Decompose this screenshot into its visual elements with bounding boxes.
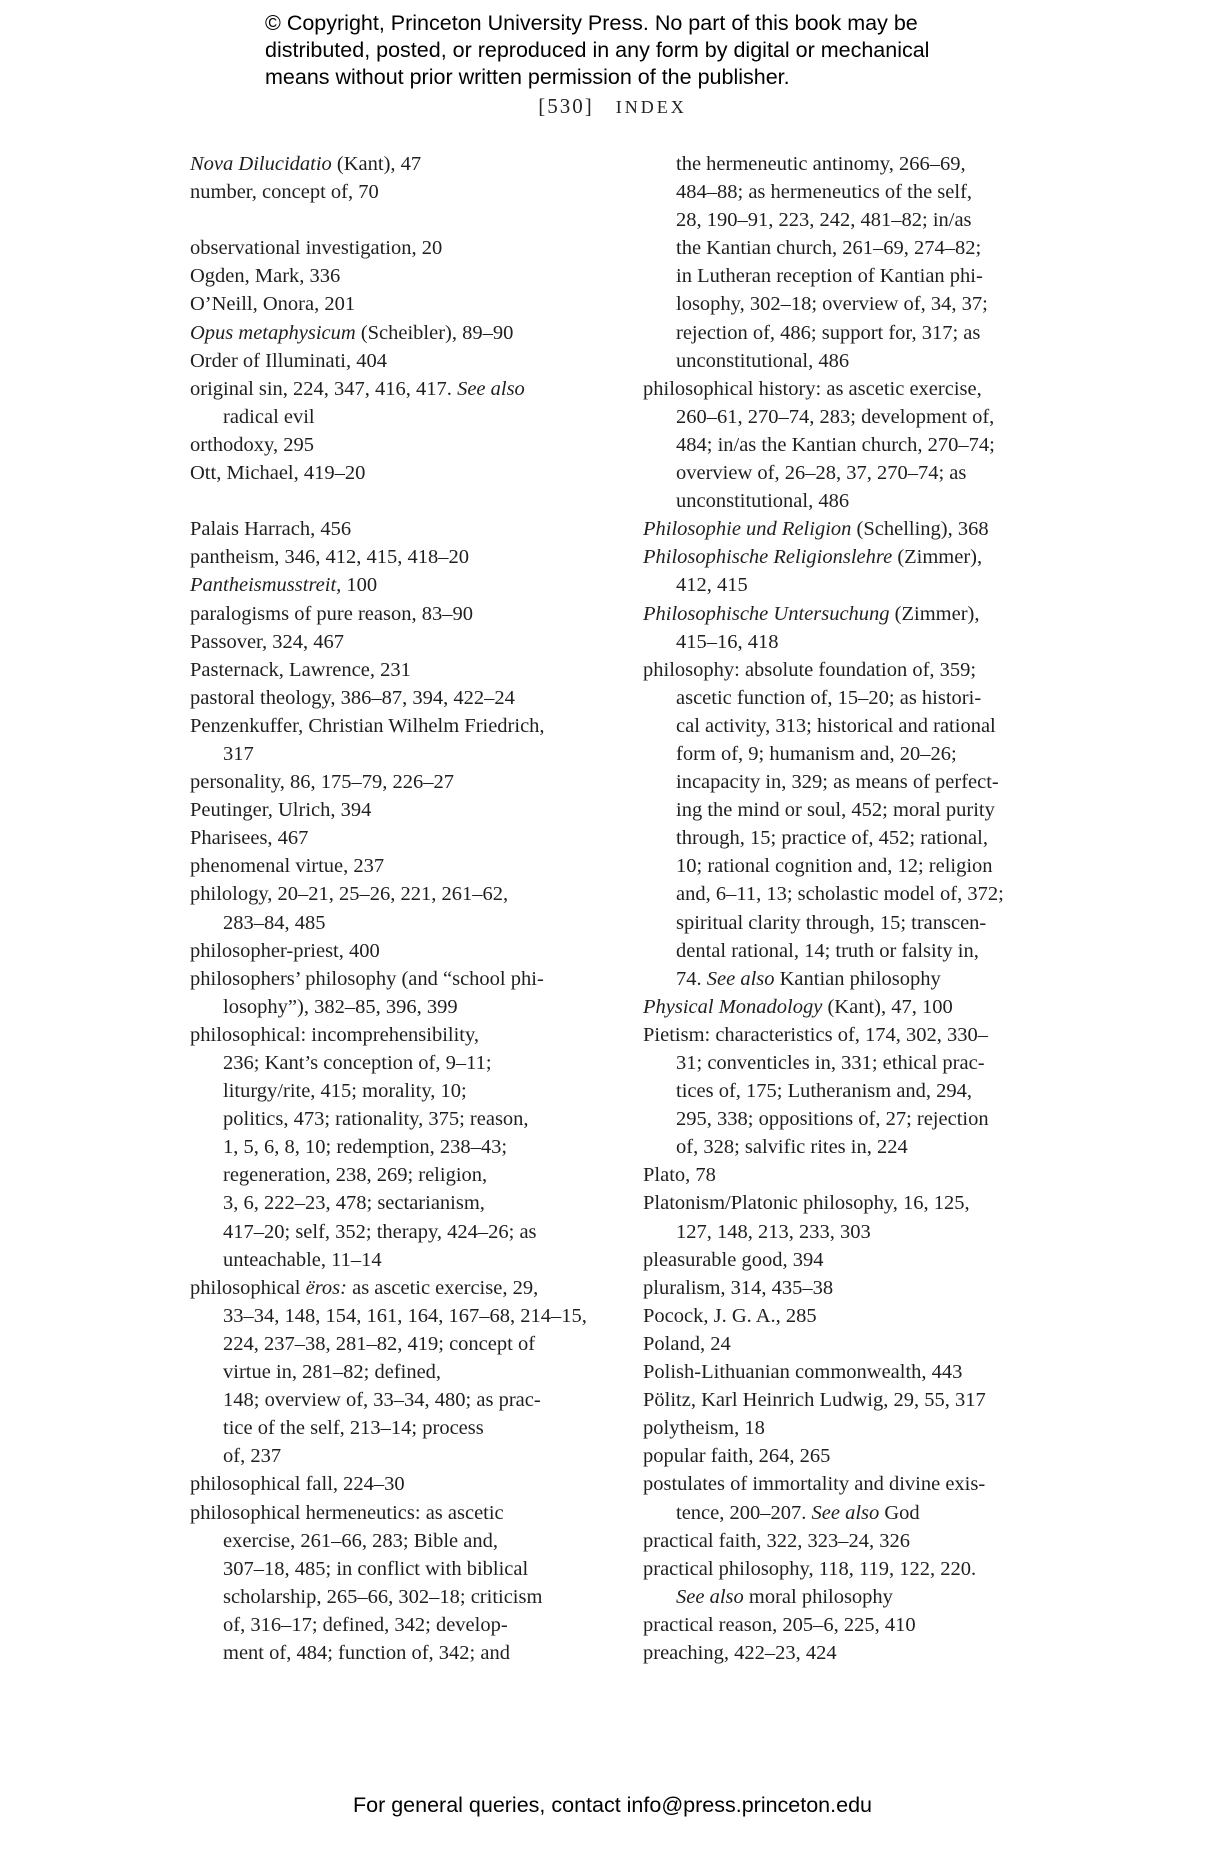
index-text: Kantian philosophy: [774, 967, 941, 990]
index-text: 295, 338; oppositions of, 27; rejection: [676, 1108, 989, 1131]
index-text: philosophical history: as ascetic exercise,: [643, 377, 982, 400]
index-entry: [643, 1189, 1063, 1217]
index-text: ment of, 484; function of, 342; and: [223, 1641, 510, 1664]
index-entry: [643, 1021, 1063, 1049]
index-text: 236; Kant’s conception of, 9–11;: [223, 1052, 492, 1074]
index-entry-continuation: [643, 178, 1063, 206]
index-text: (Schelling), 368: [851, 518, 989, 541]
index-entry: [643, 1274, 1063, 1302]
copyright-line: © Copyright, Princeton University Press. No part of this book may be: [265, 11, 918, 35]
index-entry-continuation: [190, 1218, 610, 1246]
index-text: paralogisms of pure reason, 83–90: [190, 602, 473, 625]
index-text: number, concept of, 70: [190, 181, 379, 204]
index-text: form of, 9; humanism and, 20–26;: [676, 742, 957, 765]
index-entry-continuation: [643, 571, 1063, 599]
index-entry-continuation: [643, 909, 1063, 937]
index-text: 1, 5, 6, 8, 10; redemption, 238–43;: [223, 1136, 508, 1159]
index-text: incapacity in, 329; as means of perfect-: [676, 771, 999, 794]
index-entry: [190, 262, 610, 290]
index-entry-continuation: [643, 459, 1063, 487]
index-entry: [643, 515, 1063, 543]
index-text: 100: [341, 574, 378, 597]
index-text: 283–84, 485: [223, 911, 326, 934]
index-entry-continuation: [643, 319, 1063, 347]
index-text: as ascetic exercise, 29,: [346, 1276, 539, 1299]
index-text: unteachable, 11–14: [223, 1248, 382, 1271]
index-entry-continuation: [643, 1499, 1063, 1527]
index-entry-continuation: [643, 347, 1063, 375]
index-text: Platonism/Platonic philosophy, 16, 125,: [643, 1192, 970, 1215]
index-text: Ogden, Mark, 336: [190, 265, 341, 288]
index-italic-text: Opus metaphysicum: [190, 321, 356, 344]
index-text: the hermeneutic antinomy, 266–69,: [676, 153, 966, 175]
index-text: preaching, 422–23, 424: [643, 1641, 837, 1664]
index-entry: [190, 459, 610, 487]
index-text: losophy, 302–18; overview of, 34, 37;: [676, 293, 988, 316]
index-text: the Kantian church, 261–69, 274–82;: [676, 237, 982, 260]
index-entry: [643, 1161, 1063, 1189]
index-text: orthodoxy, 295: [190, 433, 314, 456]
index-entry-continuation: [643, 1077, 1063, 1105]
index-text: Peutinger, Ulrich, 394: [190, 799, 372, 822]
index-text: of, 316–17; defined, 342; develop-: [223, 1613, 508, 1636]
index-entry-continuation: [643, 290, 1063, 318]
index-entry-continuation: [190, 1077, 610, 1105]
index-entry: [643, 1611, 1063, 1639]
index-text: pastoral theology, 386–87, 394, 422–24: [190, 686, 515, 709]
index-text: 260–61, 270–74, 283; development of,: [676, 405, 995, 428]
index-entry: [190, 1274, 610, 1302]
index-text: unconstitutional, 486: [676, 490, 850, 513]
index-text: of, 328; salvific rites in, 224: [676, 1136, 908, 1159]
index-entry-continuation: [643, 1133, 1063, 1161]
index-entry: [643, 1246, 1063, 1274]
index-text: philosophical hermeneutics: as ascetic: [190, 1501, 504, 1524]
copyright-line: distributed, posted, or reproduced in any form by digital or mechanical: [265, 38, 930, 62]
index-entry-continuation: [643, 937, 1063, 965]
index-text: moral philosophy: [743, 1585, 893, 1608]
index-entry-continuation: [190, 1442, 610, 1470]
index-text: Ott, Michael, 419–20: [190, 462, 366, 485]
index-text: postulates of immortality and divine exis-: [643, 1473, 986, 1496]
index-text: 148; overview of, 33–34, 480; as prac-: [223, 1389, 541, 1412]
index-entry-continuation: [190, 1386, 610, 1414]
index-text: 412, 415: [676, 574, 748, 597]
index-text: philosophers’ philosophy (and “school phi-: [190, 967, 544, 990]
index-entry-continuation: [190, 1555, 610, 1583]
index-entry-continuation: [190, 1527, 610, 1555]
index-italic-text: See also: [706, 967, 775, 990]
copyright-line: means without prior written permission of the publisher.: [265, 65, 790, 89]
index-text: pluralism, 314, 435–38: [643, 1276, 834, 1299]
index-text: through, 15; practice of, 452; rational,: [676, 827, 988, 850]
index-text: (Scheibler), 89–90: [355, 321, 514, 344]
index-entry: [190, 178, 610, 206]
index-text: 33–34, 148, 154, 161, 164, 167–68, 214–15,: [223, 1304, 587, 1327]
index-text: tice of the self, 213–14; process: [223, 1417, 484, 1440]
index-italic-text: Philosophische Religionslehre: [643, 546, 893, 569]
index-entry: [643, 1330, 1063, 1358]
index-entry: [643, 1386, 1063, 1414]
index-entry-continuation: [643, 150, 1063, 178]
index-entry-continuation: [643, 740, 1063, 768]
index-spacer: [190, 487, 610, 515]
index-text: practical reason, 205–6, 225, 410: [643, 1613, 916, 1636]
index-text: overview of, 26–28, 37, 270–74; as: [676, 462, 967, 485]
index-text: 484–88; as hermeneutics of the self,: [676, 181, 973, 204]
index-text: radical evil: [223, 405, 315, 428]
index-entry: [643, 1555, 1063, 1583]
index-entry-continuation: [190, 909, 610, 937]
index-text: Pocock, J. G. A., 285: [643, 1304, 817, 1327]
index-entry-continuation: [643, 768, 1063, 796]
index-entry-continuation: [643, 824, 1063, 852]
index-text: Pölitz, Karl Heinrich Ludwig, 29, 55, 317: [643, 1389, 986, 1412]
index-entry-continuation: [643, 234, 1063, 262]
index-text: 415–16, 418: [676, 630, 779, 653]
index-entry: [190, 684, 610, 712]
index-entry-continuation: [643, 1105, 1063, 1133]
index-text: cal activity, 313; historical and rational: [676, 714, 996, 737]
index-text: (Kant), 47: [331, 153, 422, 175]
index-text: polytheism, 18: [643, 1417, 765, 1440]
index-text: exercise, 261–66, 283; Bible and,: [223, 1529, 498, 1552]
index-italic-text: Physical Monadology: [643, 995, 823, 1018]
index-text: rejection of, 486; support for, 317; as: [676, 321, 981, 344]
index-entry-continuation: [190, 1583, 610, 1611]
index-entry: [643, 993, 1063, 1021]
index-text: pantheism, 346, 412, 415, 418–20: [190, 546, 470, 569]
index-text: virtue in, 281–82; defined,: [223, 1361, 442, 1384]
index-entry-continuation: [190, 740, 610, 768]
index-entry: [190, 319, 610, 347]
index-entry: [190, 150, 610, 178]
index-text: unconstitutional, 486: [676, 349, 850, 372]
index-entry: [190, 571, 610, 599]
index-entry-continuation: [190, 993, 610, 1021]
index-text: Palais Harrach, 456: [190, 518, 352, 541]
index-text: liturgy/rite, 415; morality, 10;: [223, 1080, 467, 1103]
index-text: (Kant), 47, 100: [822, 995, 953, 1018]
index-column-left: [190, 150, 610, 1667]
index-entry: [190, 768, 610, 796]
index-entry: [190, 880, 610, 908]
index-entry-continuation: [643, 487, 1063, 515]
index-entry-continuation: [643, 712, 1063, 740]
index-entry-continuation: [190, 1639, 610, 1667]
index-text: 417–20; self, 352; therapy, 424–26; as: [223, 1220, 537, 1243]
index-text: 74.: [676, 967, 707, 990]
index-text: original sin, 224, 347, 416, 417.: [190, 377, 458, 400]
index-entry-continuation: [190, 1105, 610, 1133]
index-text: losophy”), 382–85, 396, 399: [223, 995, 458, 1018]
index-entry: [643, 543, 1063, 571]
index-entry-continuation: [643, 262, 1063, 290]
index-entry-continuation: [190, 1302, 610, 1330]
index-entry: [643, 375, 1063, 403]
index-entry: [190, 852, 610, 880]
index-text: ing the mind or soul, 452; moral purity: [676, 799, 995, 822]
index-entry-continuation: [643, 431, 1063, 459]
index-entry: [190, 234, 610, 262]
index-text: popular faith, 264, 265: [643, 1445, 831, 1468]
copyright-notice: [265, 10, 1025, 91]
index-text: tence, 200–207.: [676, 1501, 812, 1524]
index-italic-text: Philosophische Untersuchung: [643, 602, 890, 625]
index-italic-text: See also: [676, 1585, 744, 1608]
index-entry: [643, 1470, 1063, 1498]
index-text: tices of, 175; Lutheranism and, 294,: [676, 1080, 973, 1103]
index-entry: [190, 431, 610, 459]
index-text: philosophical: incomprehensibility,: [190, 1023, 480, 1046]
index-text: 10; rational cognition and, 12; religion: [676, 855, 993, 878]
index-italic-text: Nova Dilucidatio: [190, 153, 332, 175]
index-text: 3, 6, 222–23, 478; sectarianism,: [223, 1192, 485, 1215]
index-entry-continuation: [643, 965, 1063, 993]
index-text: politics, 473; rationality, 375; reason,: [223, 1108, 529, 1131]
index-entry-continuation: [643, 403, 1063, 431]
index-text: Plato, 78: [643, 1164, 716, 1187]
index-text: Penzenkuffer, Christian Wilhelm Friedrich,: [190, 714, 545, 737]
index-entry: [190, 347, 610, 375]
section-title: INDEX: [615, 97, 687, 117]
index-text: philosopher-priest, 400: [190, 939, 380, 962]
index-entry-continuation: [643, 684, 1063, 712]
index-entry: [190, 712, 610, 740]
index-entry-continuation: [190, 1246, 610, 1274]
index-text: Polish-Lithuanian commonwealth, 443: [643, 1361, 963, 1384]
index-text: pleasurable good, 394: [643, 1248, 824, 1271]
index-entry: [643, 1414, 1063, 1442]
index-entry-continuation: [643, 1583, 1063, 1611]
index-entry: [190, 375, 610, 403]
index-entry: [190, 290, 610, 318]
index-text: God: [879, 1501, 920, 1524]
index-entry-continuation: [643, 1218, 1063, 1246]
index-entry: [190, 1021, 610, 1049]
index-column-right: [643, 150, 1063, 1667]
index-text: observational investigation, 20: [190, 237, 443, 260]
index-text: spiritual clarity through, 15; transcen-: [676, 911, 987, 934]
index-text: philosophical: [190, 1276, 306, 1299]
index-entry-continuation: [190, 1161, 610, 1189]
index-entry: [190, 1470, 610, 1498]
index-text: O’Neill, Onora, 201: [190, 293, 356, 316]
index-text: 317: [223, 742, 254, 765]
index-text: 484; in/as the Kantian church, 270–74;: [676, 433, 995, 456]
index-entry-continuation: [190, 1330, 610, 1358]
index-text: 28, 190–91, 223, 242, 481–82; in/as: [676, 209, 972, 232]
index-entry: [190, 937, 610, 965]
index-entry-continuation: [190, 1611, 610, 1639]
index-text: Poland, 24: [643, 1332, 731, 1355]
index-text: 307–18, 485; in conflict with biblical: [223, 1557, 529, 1580]
index-text: regeneration, 238, 269; religion,: [223, 1164, 488, 1187]
index-text: Pasternack, Lawrence, 231: [190, 658, 411, 681]
index-text: (Zimmer),: [892, 546, 983, 569]
index-text: 127, 148, 213, 233, 303: [676, 1220, 871, 1243]
index-text: Pietism: characteristics of, 174, 302, 330–: [643, 1023, 989, 1046]
index-entry: [643, 1302, 1063, 1330]
index-text: ascetic function of, 15–20; as histori-: [676, 686, 982, 709]
index-italic-text: ëros:: [305, 1276, 347, 1299]
index-italic-text: See also: [457, 377, 525, 400]
index-text: 224, 237–38, 281–82, 419; concept of: [223, 1332, 536, 1355]
index-entry-continuation: [643, 880, 1063, 908]
index-entry: [643, 656, 1063, 684]
index-entry-continuation: [190, 403, 610, 431]
index-entry-continuation: [643, 796, 1063, 824]
index-spacer: [190, 206, 610, 234]
index-entry: [643, 1639, 1063, 1667]
index-text: phenomenal virtue, 237: [190, 855, 385, 878]
index-entry: [190, 543, 610, 571]
index-italic-text: See also: [811, 1501, 880, 1524]
index-entry-continuation: [643, 852, 1063, 880]
index-entry: [190, 965, 610, 993]
index-entry: [190, 824, 610, 852]
index-entry: [190, 1499, 610, 1527]
index-entry: [190, 656, 610, 684]
index-italic-text: Philosophie und Religion: [643, 518, 852, 541]
index-entry-continuation: [190, 1049, 610, 1077]
page-number: [530]: [538, 94, 594, 118]
index-entry: [643, 600, 1063, 628]
index-entry: [190, 796, 610, 824]
index-text: scholarship, 265–66, 302–18; criticism: [223, 1585, 543, 1608]
index-text: dental rational, 14; truth or falsity in,: [676, 939, 979, 962]
index-text: Passover, 324, 467: [190, 630, 345, 653]
index-entry-continuation: [643, 1049, 1063, 1077]
footer-contact: For general queries, contact info@press.princeton.edu: [352, 1793, 872, 1817]
index-text: practical philosophy, 118, 119, 122, 220.: [643, 1557, 977, 1580]
index-text: philology, 20–21, 25–26, 221, 261–62,: [190, 883, 509, 906]
index-entry-continuation: [190, 1414, 610, 1442]
running-head: [0, 94, 1225, 119]
index-text: Pharisees, 467: [190, 827, 309, 850]
index-entry-continuation: [190, 1133, 610, 1161]
index-italic-text: Pantheismusstreit,: [190, 574, 342, 597]
index-entry: [190, 515, 610, 543]
index-text: 31; conventicles in, 331; ethical prac-: [676, 1052, 985, 1074]
index-text: practical faith, 322, 323–24, 326: [643, 1529, 911, 1552]
index-text: philosophical fall, 224–30: [190, 1473, 405, 1496]
index-entry: [643, 1442, 1063, 1470]
index-text: philosophy: absolute foundation of, 359;: [643, 658, 977, 681]
index-text: Order of Illuminati, 404: [190, 349, 387, 372]
index-entry: [643, 1358, 1063, 1386]
index-entry-continuation: [643, 206, 1063, 234]
index-text: (Zimmer),: [889, 602, 980, 625]
index-entry-continuation: [190, 1358, 610, 1386]
index-text: in Lutheran reception of Kantian phi-: [676, 265, 983, 288]
index-text: and, 6–11, 13; scholastic model of, 372;: [676, 883, 1004, 906]
index-text: personality, 86, 175–79, 226–27: [190, 771, 455, 794]
index-entry: [190, 600, 610, 628]
index-entry-continuation: [190, 1189, 610, 1217]
index-entry: [643, 1527, 1063, 1555]
index-text: of, 237: [223, 1445, 282, 1468]
index-entry-continuation: [643, 628, 1063, 656]
index-entry: [190, 628, 610, 656]
